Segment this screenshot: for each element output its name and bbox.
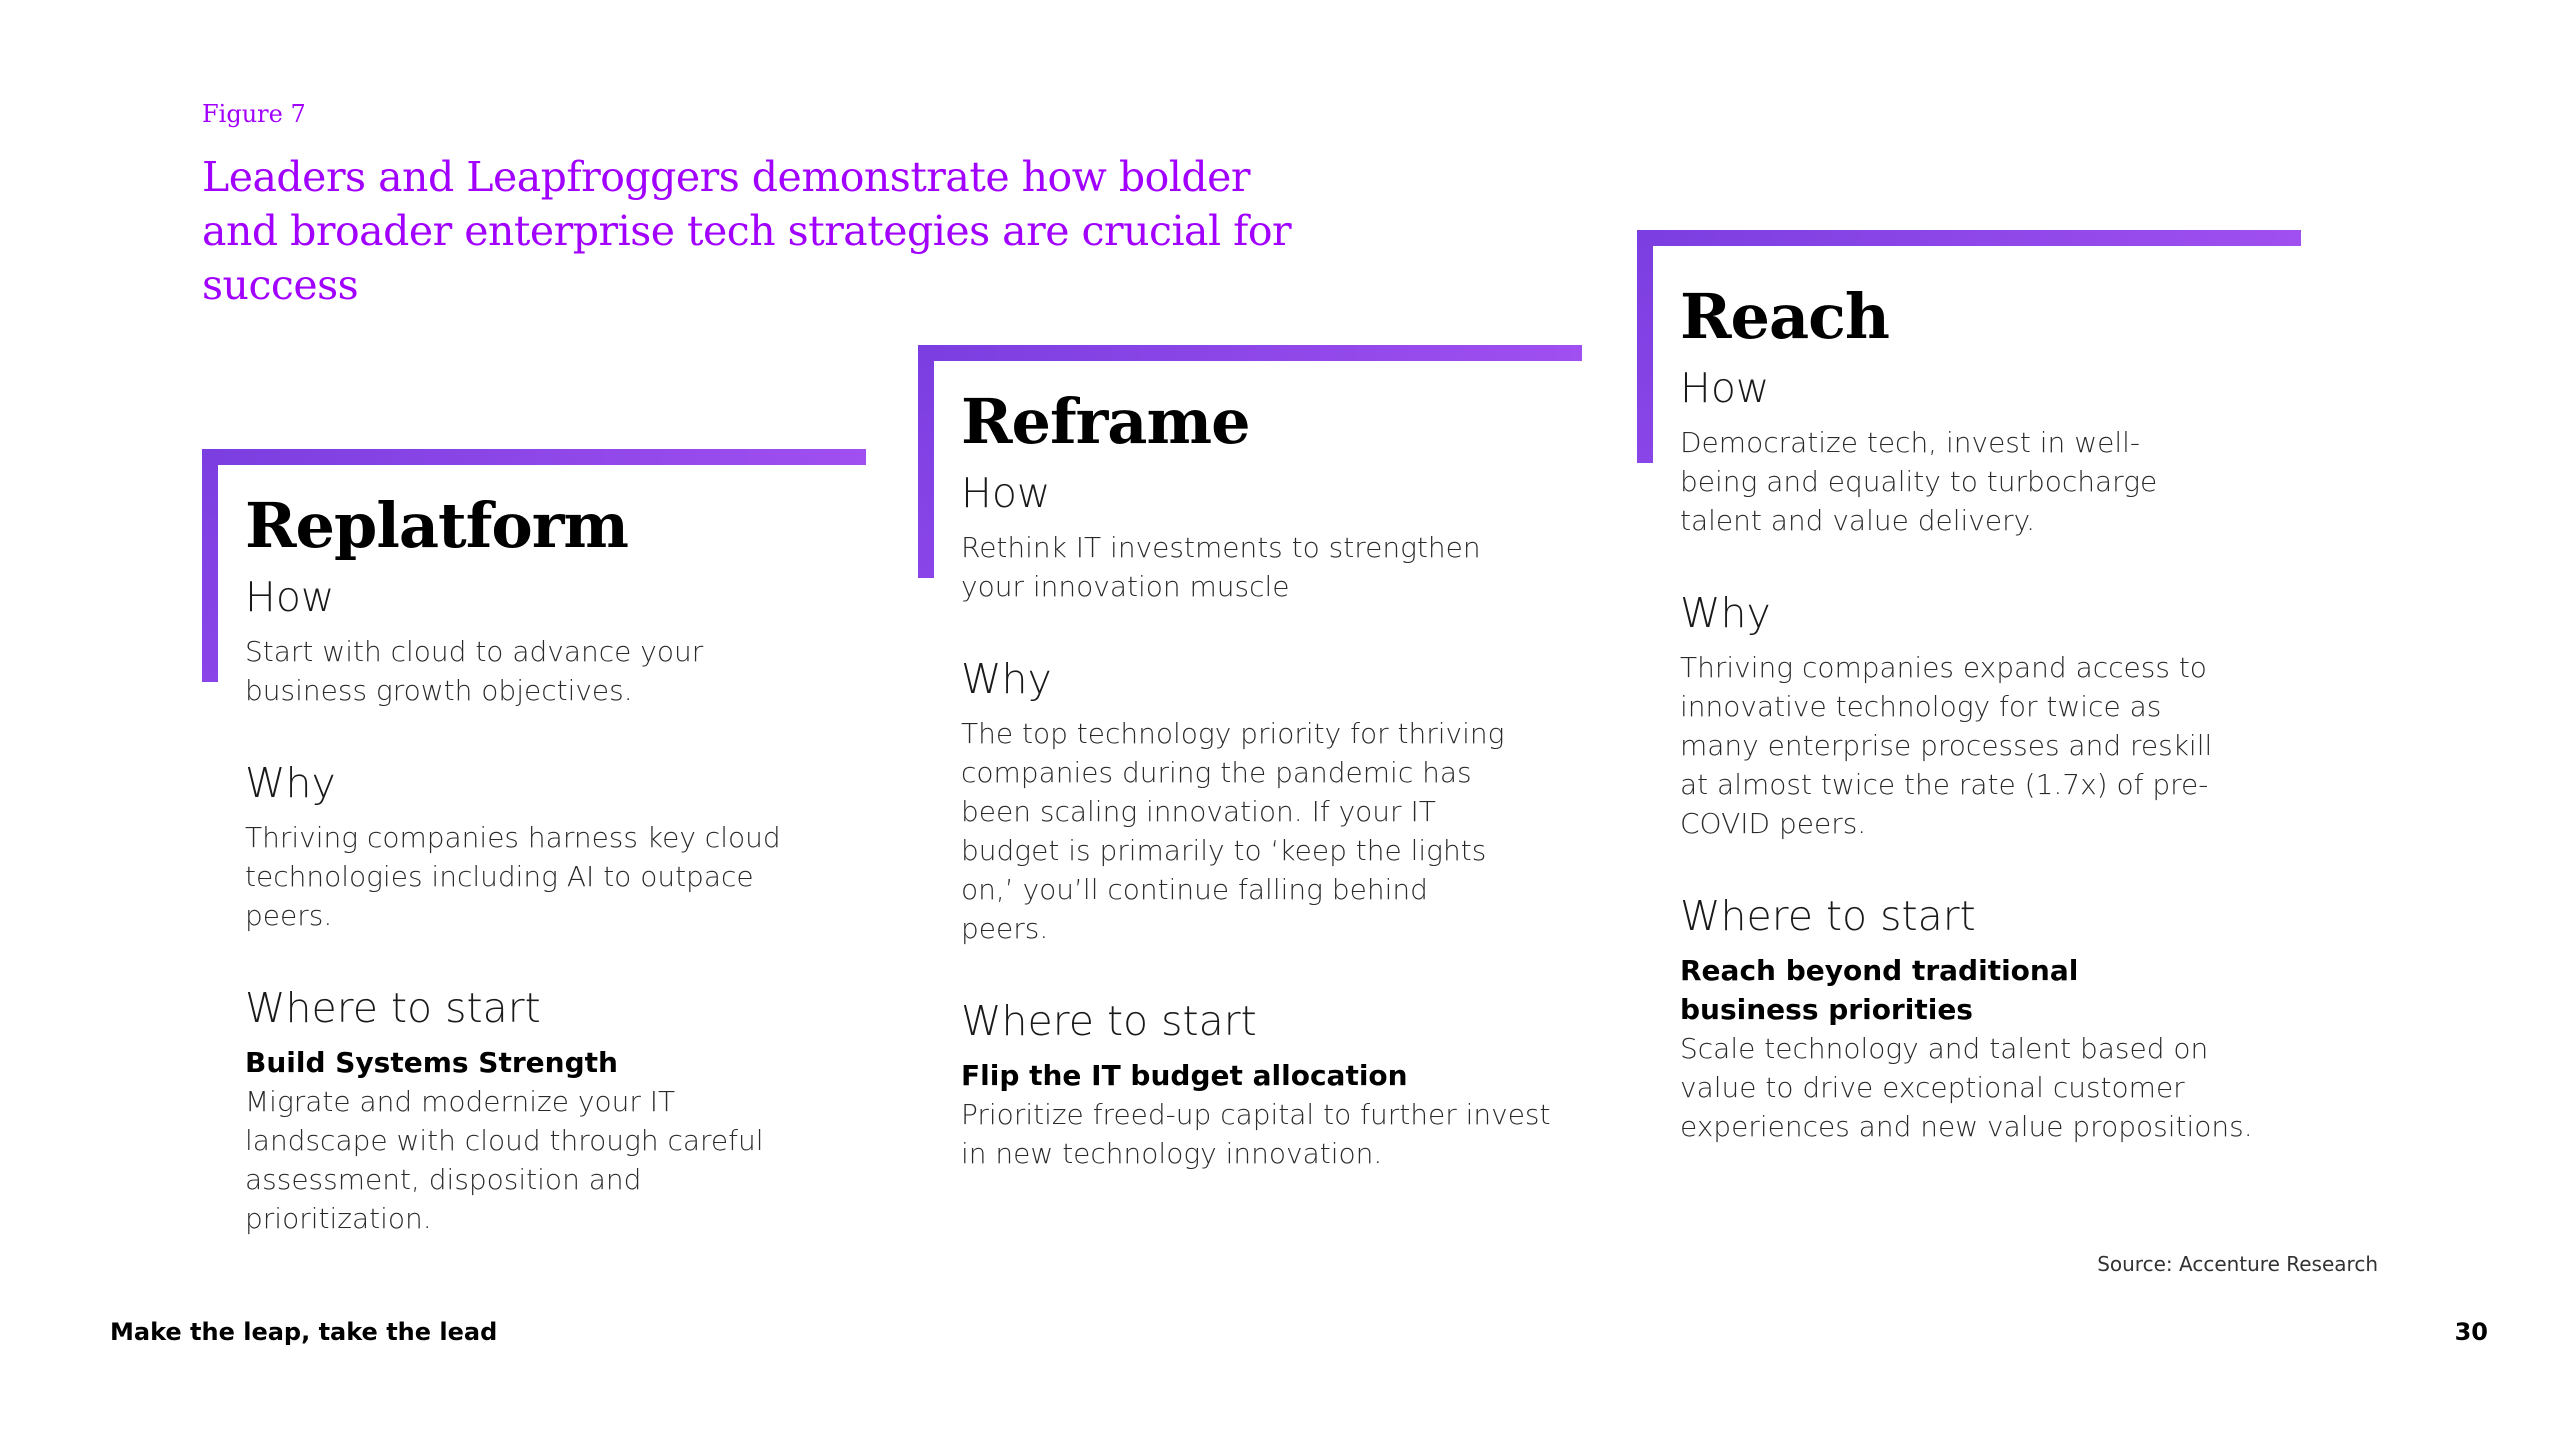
column-bracket-side	[918, 345, 934, 578]
why-heading: Why	[961, 655, 1052, 703]
figure-label: Figure 7	[202, 100, 306, 128]
column-title: Reach	[1680, 280, 1889, 353]
start-heading: Where to start	[245, 984, 541, 1032]
page-number: 30	[2454, 1318, 2488, 1346]
why-text: Thriving companies expand access to innovative technology for twice as many enterprise processes and reskill at almost twice the rate (1.7x) of pre-COVID peers.	[1680, 651, 2213, 840]
start-text: Prioritize freed-up capital to further invest in new technology innovation.	[961, 1098, 1551, 1170]
column-bracket-top	[1637, 230, 2301, 246]
how-heading: How	[1680, 364, 1770, 412]
column-bracket-top	[202, 449, 866, 465]
start-text: Scale technology and talent based on value to drive exceptional customer experiences and new value propositions.	[1680, 1032, 2253, 1143]
how-text: Democratize tech, invest in well-being and equality to turbocharge talent and value delivery.	[1680, 426, 2158, 537]
start-heading: Where to start	[1680, 892, 1976, 940]
start-heading: Where to start	[961, 997, 1257, 1045]
start-bold-text: Flip the IT budget allocation	[961, 1059, 1408, 1092]
how-heading: How	[245, 573, 335, 621]
figure-title: Leaders and Leapfroggers demonstrate how bolder and broader enterprise tech strategies are crucial for success	[202, 153, 1292, 309]
start-bold-text: Reach beyond traditional business priorities	[1680, 954, 2079, 1026]
column-title: Replatform	[245, 489, 628, 562]
column-bracket-top	[918, 345, 1582, 361]
column-title: Reframe	[961, 385, 1250, 458]
footer-title: Make the leap, take the lead	[110, 1318, 498, 1346]
column-replatform	[245, 490, 865, 1238]
how-text: Rethink IT investments to strengthen your innovation muscle	[961, 531, 1481, 603]
column-reframe	[961, 386, 1581, 1173]
why-text: Thriving companies harness key cloud technologies including AI to outpace peers.	[245, 821, 781, 932]
start-bold-text: Build Systems Strength	[245, 1046, 618, 1079]
how-heading: How	[961, 469, 1051, 517]
source-note: Source: Accenture Research	[2097, 1252, 2378, 1276]
why-heading: Why	[245, 759, 336, 807]
column-bracket-side	[1637, 230, 1653, 463]
column-reach	[1680, 281, 2300, 1146]
how-text: Start with cloud to advance your business growth objectives.	[245, 635, 704, 707]
why-heading: Why	[1680, 589, 1771, 637]
why-text: The top technology priority for thriving companies during the pandemic has been scaling innovation. If your IT budget is primarily to ‘keep the lights on,’ you’ll continue falling behind peers.	[961, 717, 1505, 945]
start-text: Migrate and modernize your IT landscape with cloud through careful assessment, disposition and prioritization.	[245, 1085, 764, 1235]
column-bracket-side	[202, 449, 218, 682]
